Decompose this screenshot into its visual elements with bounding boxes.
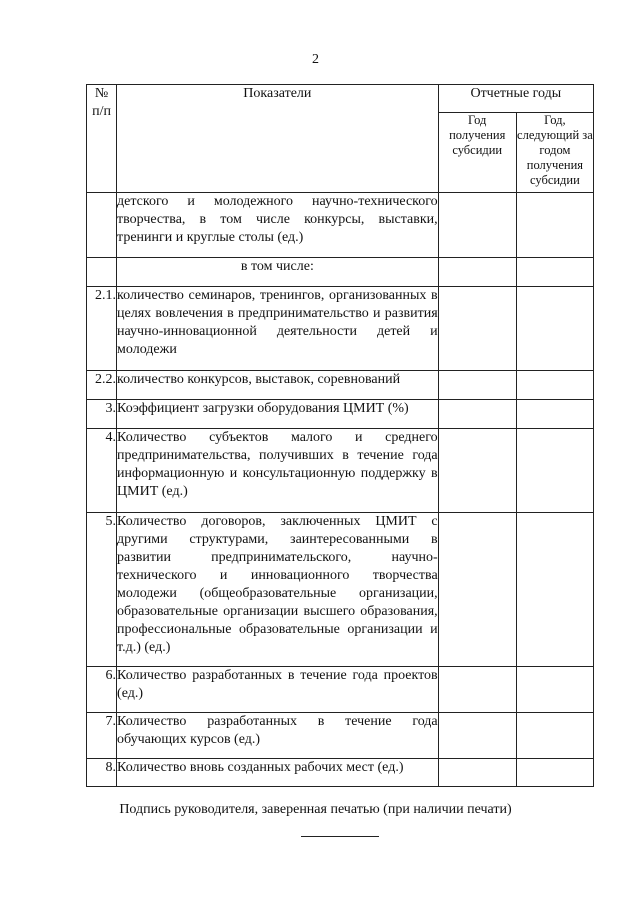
row-indicator: количество конкурсов, выставок, соревнований xyxy=(117,371,439,400)
value-cell xyxy=(438,713,516,759)
table-row xyxy=(87,513,594,667)
row-number: 5. xyxy=(87,513,117,667)
table-row xyxy=(87,193,594,258)
value-cell xyxy=(516,513,593,667)
row-indicator: Количество договоров, заключенных ЦМИТ с другими структурами, заинтересованными в развитии предпринимательского, научно-технического и инновационного творчества молодежи (общеобразовательные организации, образовательные организации высшего образования, профессиональные образовательные организации и т.д.) (ед.) xyxy=(117,513,439,667)
table-row xyxy=(87,713,594,759)
table-row xyxy=(87,429,594,513)
value-cell xyxy=(516,429,593,513)
value-cell xyxy=(516,400,593,429)
indicators-table xyxy=(86,84,594,787)
table-row xyxy=(87,371,594,400)
value-cell xyxy=(516,713,593,759)
value-cell xyxy=(438,513,516,667)
signature-line xyxy=(301,836,379,837)
table-row xyxy=(87,667,594,713)
row-number: 6. xyxy=(87,667,117,713)
value-cell xyxy=(438,400,516,429)
value-cell xyxy=(438,759,516,787)
signature-caption: Подпись руководителя, заверенная печатью (при наличии печати) xyxy=(119,802,512,817)
value-cell xyxy=(516,667,593,713)
num-column-header: № п/п xyxy=(87,85,117,193)
row-indicator: Количество вновь созданных рабочих мест (ед.) xyxy=(117,759,439,787)
row-number xyxy=(87,193,117,258)
page-number: 2 xyxy=(312,52,319,67)
value-cell xyxy=(516,258,593,287)
value-cell xyxy=(438,371,516,400)
table-row xyxy=(87,400,594,429)
row-indicator: детского и молодежного научно-технического творчества, в том числе конкурсы, выставки, тренинги и круглые столы (ед.) xyxy=(117,193,439,258)
value-cell xyxy=(516,287,593,371)
table-row xyxy=(87,258,594,287)
value-cell xyxy=(516,371,593,400)
row-indicator: в том числе: xyxy=(117,258,439,287)
value-cell xyxy=(438,287,516,371)
row-number: 2.1. xyxy=(87,287,117,371)
value-cell xyxy=(438,429,516,513)
table-row xyxy=(87,759,594,787)
row-number: 7. xyxy=(87,713,117,759)
value-cell xyxy=(516,193,593,258)
row-number xyxy=(87,258,117,287)
value-cell xyxy=(438,667,516,713)
reporting-years-header: Отчетные годы xyxy=(438,85,593,113)
row-indicator: Коэффициент загрузки оборудования ЦМИТ (%) xyxy=(117,400,439,429)
year-following-header: Год, следующий за годом получения субсидии xyxy=(516,113,593,193)
row-indicator: Количество субъектов малого и среднего предпринимательства, получивших в течение года информационную и консультационную поддержку в ЦМИТ (ед.) xyxy=(117,429,439,513)
row-number: 3. xyxy=(87,400,117,429)
year-received-header: Год получения субсидии xyxy=(438,113,516,193)
value-cell xyxy=(438,258,516,287)
value-cell xyxy=(516,759,593,787)
row-indicator: Количество разработанных в течение года обучающих курсов (ед.) xyxy=(117,713,439,759)
table-row xyxy=(87,287,594,371)
row-number: 2.2. xyxy=(87,371,117,400)
row-number: 8. xyxy=(87,759,117,787)
row-number: 4. xyxy=(87,429,117,513)
row-indicator: Количество разработанных в течение года проектов (ед.) xyxy=(117,667,439,713)
row-indicator: количество семинаров, тренингов, организованных в целях вовлечения в предпринимательство и развития научно-инновационной деятельности детей и молодежи xyxy=(117,287,439,371)
indicators-column-header: Показатели xyxy=(117,85,439,193)
value-cell xyxy=(438,193,516,258)
